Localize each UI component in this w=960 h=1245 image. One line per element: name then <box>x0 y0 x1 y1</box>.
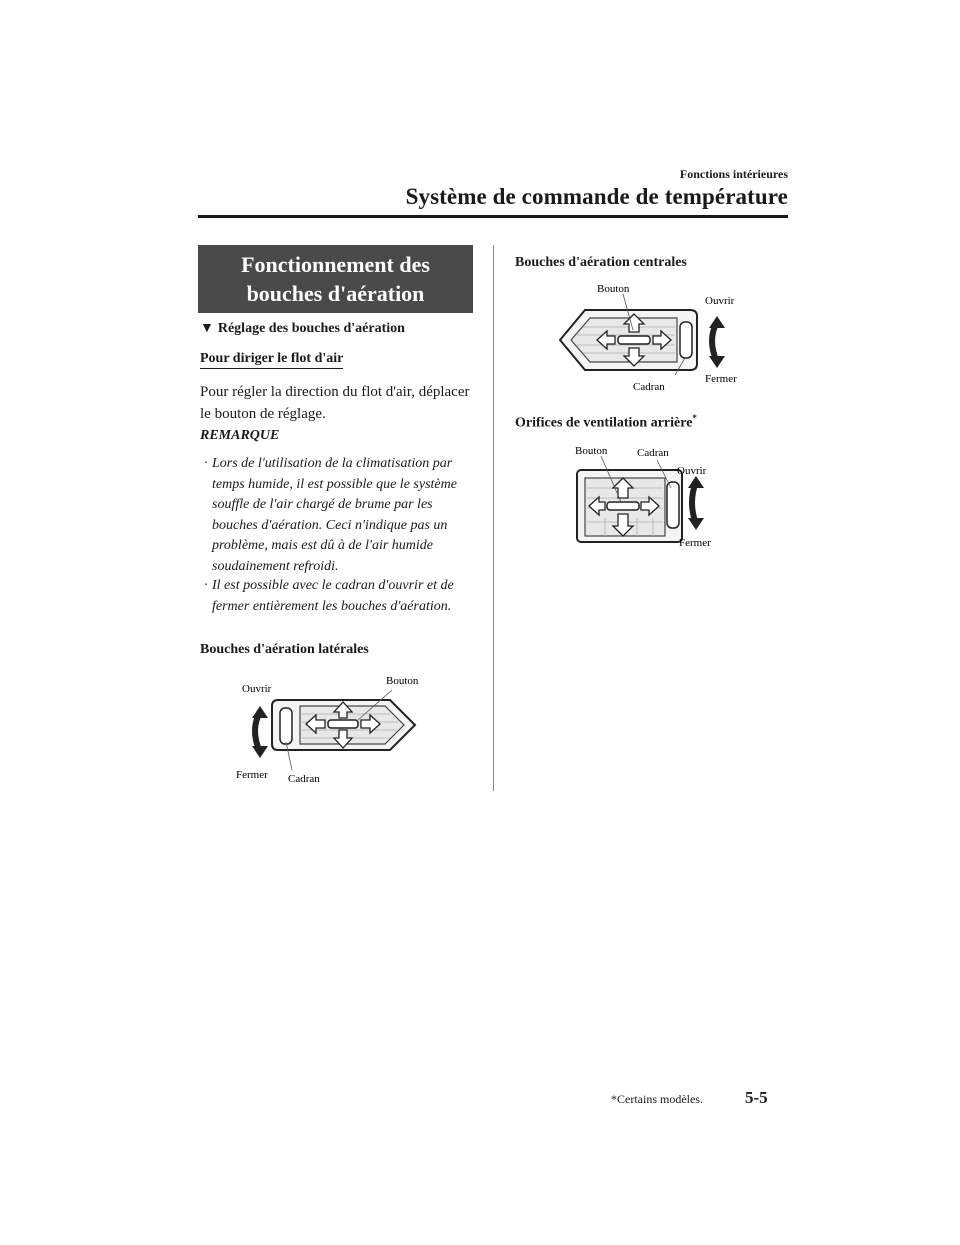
label-button: Bouton <box>575 445 608 457</box>
topic-title-line1: Fonctionnement des <box>241 252 430 277</box>
dial-wheel <box>280 708 292 744</box>
label-button: Bouton <box>597 283 630 295</box>
label-open: Ouvrir <box>705 295 735 307</box>
lateral-vent-figure <box>230 670 440 790</box>
footnote-mark: * <box>692 413 697 423</box>
label-open: Ouvrir <box>677 465 707 477</box>
underline-heading: Pour diriger le flot d'air <box>200 351 343 369</box>
label-dial: Cadran <box>637 447 669 459</box>
bullet-icon: · <box>204 456 208 471</box>
figure-caption-arriere-text: Orifices de ventilation arrière <box>515 415 693 431</box>
section-label: Fonctions intérieures <box>679 167 788 181</box>
page-number: 5-5 <box>745 1088 768 1107</box>
subheading <box>200 321 405 337</box>
label-dial: Cadran <box>288 773 320 785</box>
triangle-down-icon: ▼ <box>200 321 214 336</box>
body-paragraph: Pour régler la direction du flot d'air, déplacer le bouton de réglage. <box>200 384 470 422</box>
label-button: Bouton <box>386 675 419 687</box>
figure-caption-laterales: Bouches d'aération latérales <box>200 642 369 657</box>
note-item <box>204 454 474 578</box>
footnote: *Certains modèles. <box>611 1092 703 1106</box>
label-close: Fermer <box>679 537 711 549</box>
label-dial: Cadran <box>633 381 665 393</box>
open-close-arrow-icon <box>692 482 696 524</box>
label-close: Fermer <box>705 373 737 385</box>
topic-title-box <box>198 245 473 313</box>
remarque-label: REMARQUE <box>200 428 280 443</box>
bullet-icon: · <box>204 578 208 593</box>
note-text: Lors de l'utilisation de la climatisation par temps humide, il est possible que le système souffle de l'air chargé de brume par les bouches d'aération. Ceci n'indique pas un problème, mais est dû à de l'air humide soudainement refroidi. <box>212 456 457 574</box>
button-knob <box>618 336 650 344</box>
figure-caption-centrales: Bouches d'aération centrales <box>515 255 687 270</box>
figure-caption-arriere <box>515 413 697 432</box>
header-rule <box>198 215 788 218</box>
dial-wheel <box>667 482 679 528</box>
label-close: Fermer <box>236 769 268 781</box>
central-vent-figure <box>545 280 760 395</box>
rear-vent-figure <box>565 440 745 550</box>
subheading-text: Réglage des bouches d'aération <box>217 321 405 336</box>
section-title: Système de commande de température <box>405 184 788 209</box>
note-item <box>204 576 474 617</box>
dial-wheel <box>680 322 692 358</box>
button-knob <box>328 720 358 728</box>
topic-title-line2: bouches d'aération <box>246 281 425 306</box>
label-open: Ouvrir <box>242 683 272 695</box>
button-knob <box>607 502 639 510</box>
note-text: Il est possible avec le cadran d'ouvrir et de fermer entièrement les bouches d'aération. <box>212 578 454 614</box>
column-divider <box>493 245 494 791</box>
